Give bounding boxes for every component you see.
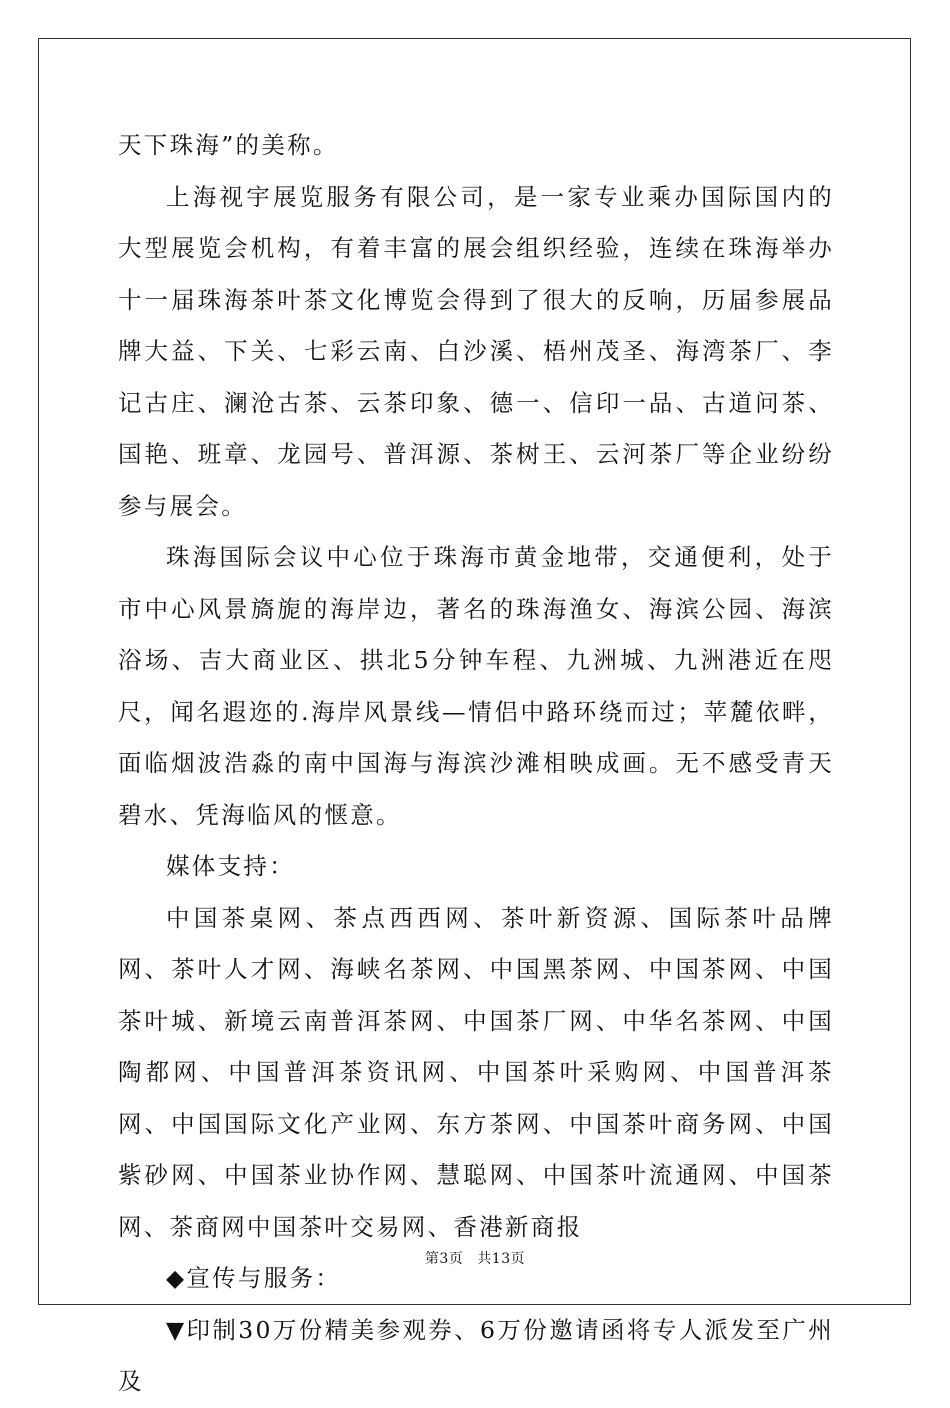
page-footer bbox=[0, 1248, 950, 1268]
paragraph-continuation: 天下珠海”的美称。 bbox=[118, 131, 339, 159]
paragraph-company-intro: 上海视宇展览服务有限公司，是一家专业乘办国际国内的大型展览会机构，有着丰富的展会组织经验，连续在珠海举办十一届珠海茶叶茶文化博览会得到了很大的反响，历届参展品牌大益、下关、七彩云南、白沙溪、梧州茂圣、海湾茶厂、李记古庄、澜沧古茶、云茶印象、德一、信印一品、古道问茶、国艳、班章、龙园号、普洱源、茶树王、云河茶厂等企业纷纷参与展会。 bbox=[118, 182, 834, 520]
heading-promotion-services: ◆宣传与服务： bbox=[166, 1264, 342, 1292]
paragraph-media-list: 中国茶桌网、茶点西西网、茶叶新资源、国际茶叶品牌网、茶叶人才网、海峡名茶网、中国黑茶网、中国茶网、中国茶叶城、新境云南普洱茶网、中国茶厂网、中华名茶网、中国陶都网、中国普洱茶资讯网、中国茶叶采购网、中国普洱茶网、中国国际文化产业网、东方茶网、中国茶叶商务网、中国紫砂网、中国茶业协作网、慧聪网、中国茶叶流通网、中国茶网、茶商网中国茶叶交易网、香港新商报 bbox=[118, 903, 834, 1241]
heading-media-support: 媒体支持： bbox=[166, 852, 295, 880]
page-number: 第3页 bbox=[424, 1251, 464, 1267]
paragraph-venue: 珠海国际会议中心位于珠海市黄金地带，交通便利，处于市中心风景旖旎的海岸边，著名的珠海渔女、海滨公园、海滨浴场、吉大商业区、拱北5分钟车程、九洲城、九洲港近在咫尺，闻名遐迩的.海岸风景线—情侣中路环绕而过；苹麓依畔，面临烟波浩淼的南中国海与海滨沙滩相映成画。无不感受青天碧水、凭海临风的惬意。 bbox=[118, 543, 834, 829]
paragraph-promotion-item: ▼印制30万份精美参观券、6万份邀请函将专人派发至广州及 bbox=[118, 1315, 834, 1395]
page-total: 共13页 bbox=[477, 1251, 526, 1267]
document-body bbox=[118, 120, 834, 1408]
